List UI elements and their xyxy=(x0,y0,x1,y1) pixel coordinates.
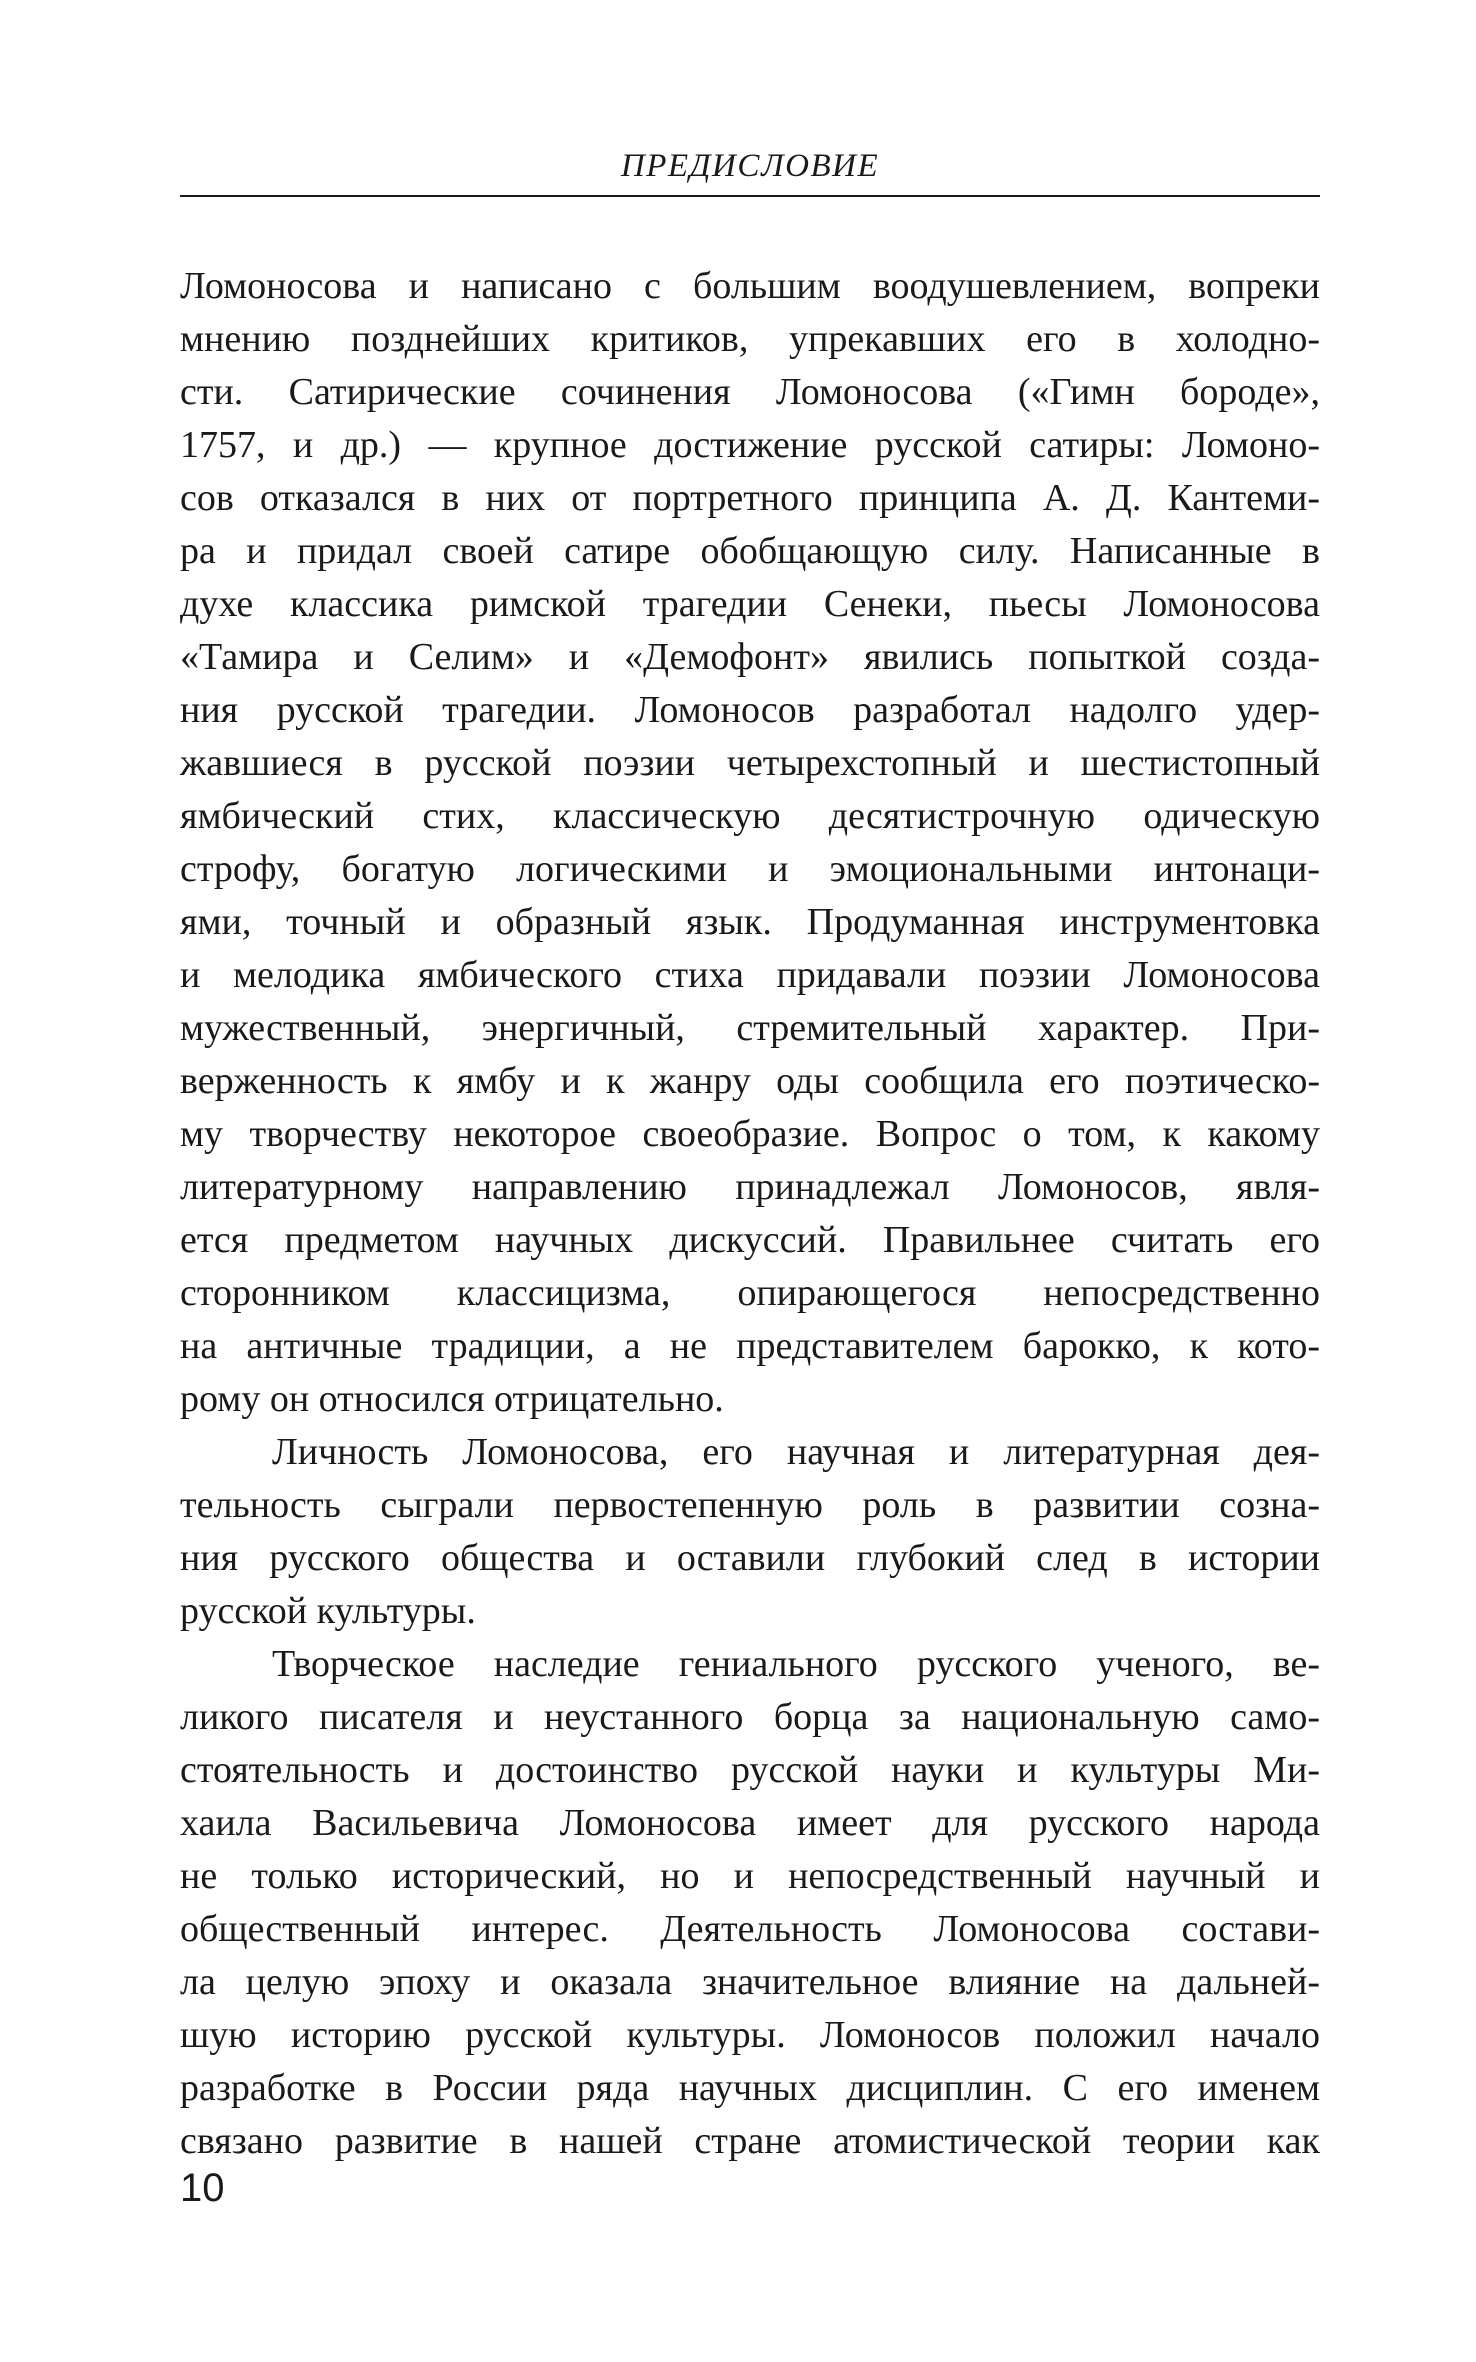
text-line: рому он относился отрицательно. xyxy=(180,1378,724,1420)
paragraph xyxy=(180,1638,1320,2168)
text-line: ется предметом научных дискуссий. Правильнее считать его xyxy=(180,1219,1320,1261)
text-line: мужественный, энергичный, стремительный характер. При- xyxy=(180,1007,1320,1049)
text-line: на античные традиции, а не представителем барокко, к кото- xyxy=(180,1325,1320,1367)
text-line: Творческое наследие гениального русского ученого, ве- xyxy=(272,1643,1320,1685)
text-line: ния русского общества и оставили глубокий след в истории xyxy=(180,1537,1320,1579)
text-line: не только исторический, но и непосредственный научный и xyxy=(180,1855,1320,1897)
text-line: сторонником классицизма, опирающегося непосредственно xyxy=(180,1272,1320,1314)
text-line: жавшиеся в русской поэзии четырехстопный и шестистопный xyxy=(180,742,1320,784)
text-line: «Тамира и Селим» и «Демофонт» явились попыткой созда- xyxy=(180,636,1320,678)
text-line: литературному направлению принадлежал Ломоносов, явля- xyxy=(180,1166,1320,1208)
text-line: духе классика римской трагедии Сенеки, пьесы Ломоносова xyxy=(180,583,1320,625)
body-text xyxy=(180,260,1320,2168)
page-number: 10 xyxy=(180,2166,225,2210)
text-line: ла целую эпоху и оказала значительное влияние на дальней- xyxy=(180,1961,1320,2003)
text-line: верженность к ямбу и к жанру оды сообщила его поэтическо- xyxy=(180,1060,1320,1102)
text-line: ямбический стих, классическую десятистрочную одическую xyxy=(180,795,1320,837)
text-line: тельность сыграли первостепенную роль в развитии созна- xyxy=(180,1484,1320,1526)
text-line: ями, точный и образный язык. Продуманная инструментовка xyxy=(180,901,1320,943)
running-header: ПРЕДИСЛОВИЕ xyxy=(620,148,880,184)
text-line: шую историю русской культуры. Ломоносов положил начало xyxy=(180,2014,1320,2056)
text-line: ра и придал своей сатире обобщающую силу. Написанные в xyxy=(180,530,1320,572)
paragraph xyxy=(180,260,1320,1426)
text-line: ликого писателя и неустанного борца за национальную само- xyxy=(180,1696,1320,1738)
text-line: Ломоносова и написано с большим воодушевлением, вопреки xyxy=(180,265,1320,307)
text-line: строфу, богатую логическими и эмоциональными интонаци- xyxy=(180,848,1320,890)
text-line: му творчеству некоторое своеобразие. Вопрос о том, к какому xyxy=(180,1113,1320,1155)
text-line: мнению позднейших критиков, упрекавших его в холодно- xyxy=(180,318,1320,360)
text-line: Личность Ломоносова, его научная и литературная дея- xyxy=(272,1431,1320,1473)
header-rule xyxy=(180,195,1320,197)
text-line: разработке в России ряда научных дисциплин. С его именем xyxy=(180,2067,1320,2109)
text-line: и мелодика ямбического стиха придавали поэзии Ломоносова xyxy=(180,954,1320,996)
text-line: ния русской трагедии. Ломоносов разработал надолго удер- xyxy=(180,689,1320,731)
text-line: сов отказался в них от портретного принципа А. Д. Кантеми- xyxy=(180,477,1320,519)
text-line: русской культуры. xyxy=(180,1590,476,1632)
text-line: связано развитие в нашей стране атомистической теории как xyxy=(180,2120,1320,2162)
text-line: стоятельность и достоинство русской науки и культуры Ми- xyxy=(180,1749,1320,1791)
paragraph xyxy=(180,1426,1320,1638)
text-line: 1757, и др.) — крупное достижение русской сатиры: Ломоно- xyxy=(180,424,1320,466)
text-line: общественный интерес. Деятельность Ломоносова состави- xyxy=(180,1908,1320,1950)
text-line: сти. Сатирические сочинения Ломоносова («Гимн бороде», xyxy=(180,371,1320,413)
text-line: хаила Васильевича Ломоносова имеет для русского народа xyxy=(180,1802,1320,1844)
